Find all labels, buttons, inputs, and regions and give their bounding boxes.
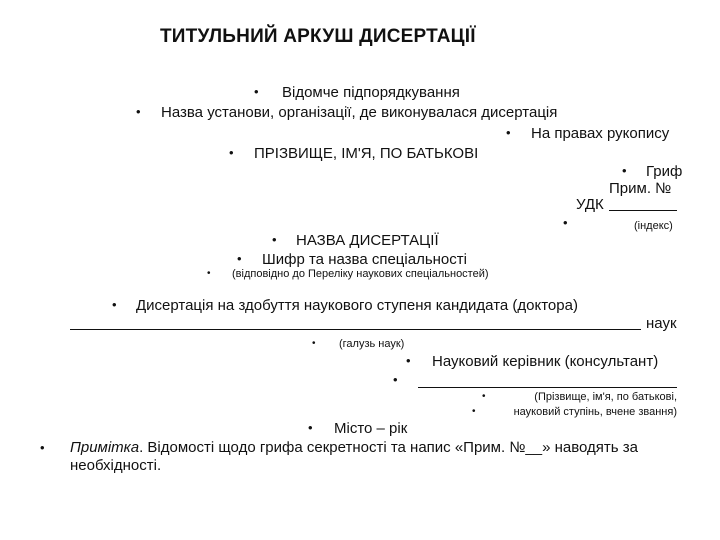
grif-line: Гриф xyxy=(646,163,683,180)
bullet: • xyxy=(136,104,141,119)
bullet: • xyxy=(482,391,486,402)
footnote-text: . Відомості щодо грифа секретності та напис «Прим. №__» наводять за необхідності. xyxy=(70,439,639,474)
bullet: • xyxy=(312,338,316,349)
bullet: • xyxy=(506,125,511,140)
bullet: • xyxy=(112,297,117,312)
udk-underline xyxy=(609,210,677,211)
bullet: • xyxy=(622,163,627,178)
bullet: • xyxy=(237,251,242,266)
specialty-note: (відповідно до Переліку наукових спеціальностей) xyxy=(232,268,489,280)
bullet: • xyxy=(308,420,313,435)
author-line: ПРІЗВИЩЕ, ІМ'Я, ПО БАТЬКОВІ xyxy=(254,145,479,162)
bullet: • xyxy=(472,406,476,417)
bullet: • xyxy=(207,268,211,279)
supervisor-line: Науковий керівник (консультант) xyxy=(432,353,659,370)
degree-line: Дисертація на здобуття наукового ступеня кандидата (доктора) xyxy=(136,297,578,314)
udk-label: УДК xyxy=(576,196,604,213)
manuscript-line: На правах рукопису xyxy=(531,125,670,142)
institution-line: Назва установи, організації, де виконувалася дисертація xyxy=(161,104,558,121)
dissertation-title-line: НАЗВА ДИСЕРТАЦІЇ xyxy=(296,232,439,249)
prim-line: Прим. № xyxy=(609,180,672,197)
city-year-line: Місто – рік xyxy=(334,420,408,437)
supervisor-underline xyxy=(418,387,677,388)
bullet: • xyxy=(393,372,398,387)
bullet: • xyxy=(254,84,259,99)
bullet: • xyxy=(272,232,277,247)
footnote xyxy=(70,439,682,475)
supervisor-note-2: науковий ступінь, вчене звання) xyxy=(513,406,677,418)
ministry-line: Відомче підпорядкування xyxy=(282,84,460,101)
specialty-line: Шифр та назва спеціальності xyxy=(262,251,467,268)
index-note: (індекс) xyxy=(634,220,673,232)
field-note: (галузь наук) xyxy=(339,338,405,350)
sciences-label: наук xyxy=(646,315,677,332)
bullet: • xyxy=(406,353,411,368)
field-underline xyxy=(70,329,641,330)
bullet: • xyxy=(40,440,45,455)
bullet: • xyxy=(229,145,234,160)
page-title: ТИТУЛЬНИЙ АРКУШ ДИСЕРТАЦІЇ xyxy=(160,26,476,47)
bullet: • xyxy=(563,215,568,230)
footnote-label: Примітка xyxy=(70,439,140,456)
supervisor-note-1: (Прізвище, ім'я, по батькові, xyxy=(534,391,677,403)
